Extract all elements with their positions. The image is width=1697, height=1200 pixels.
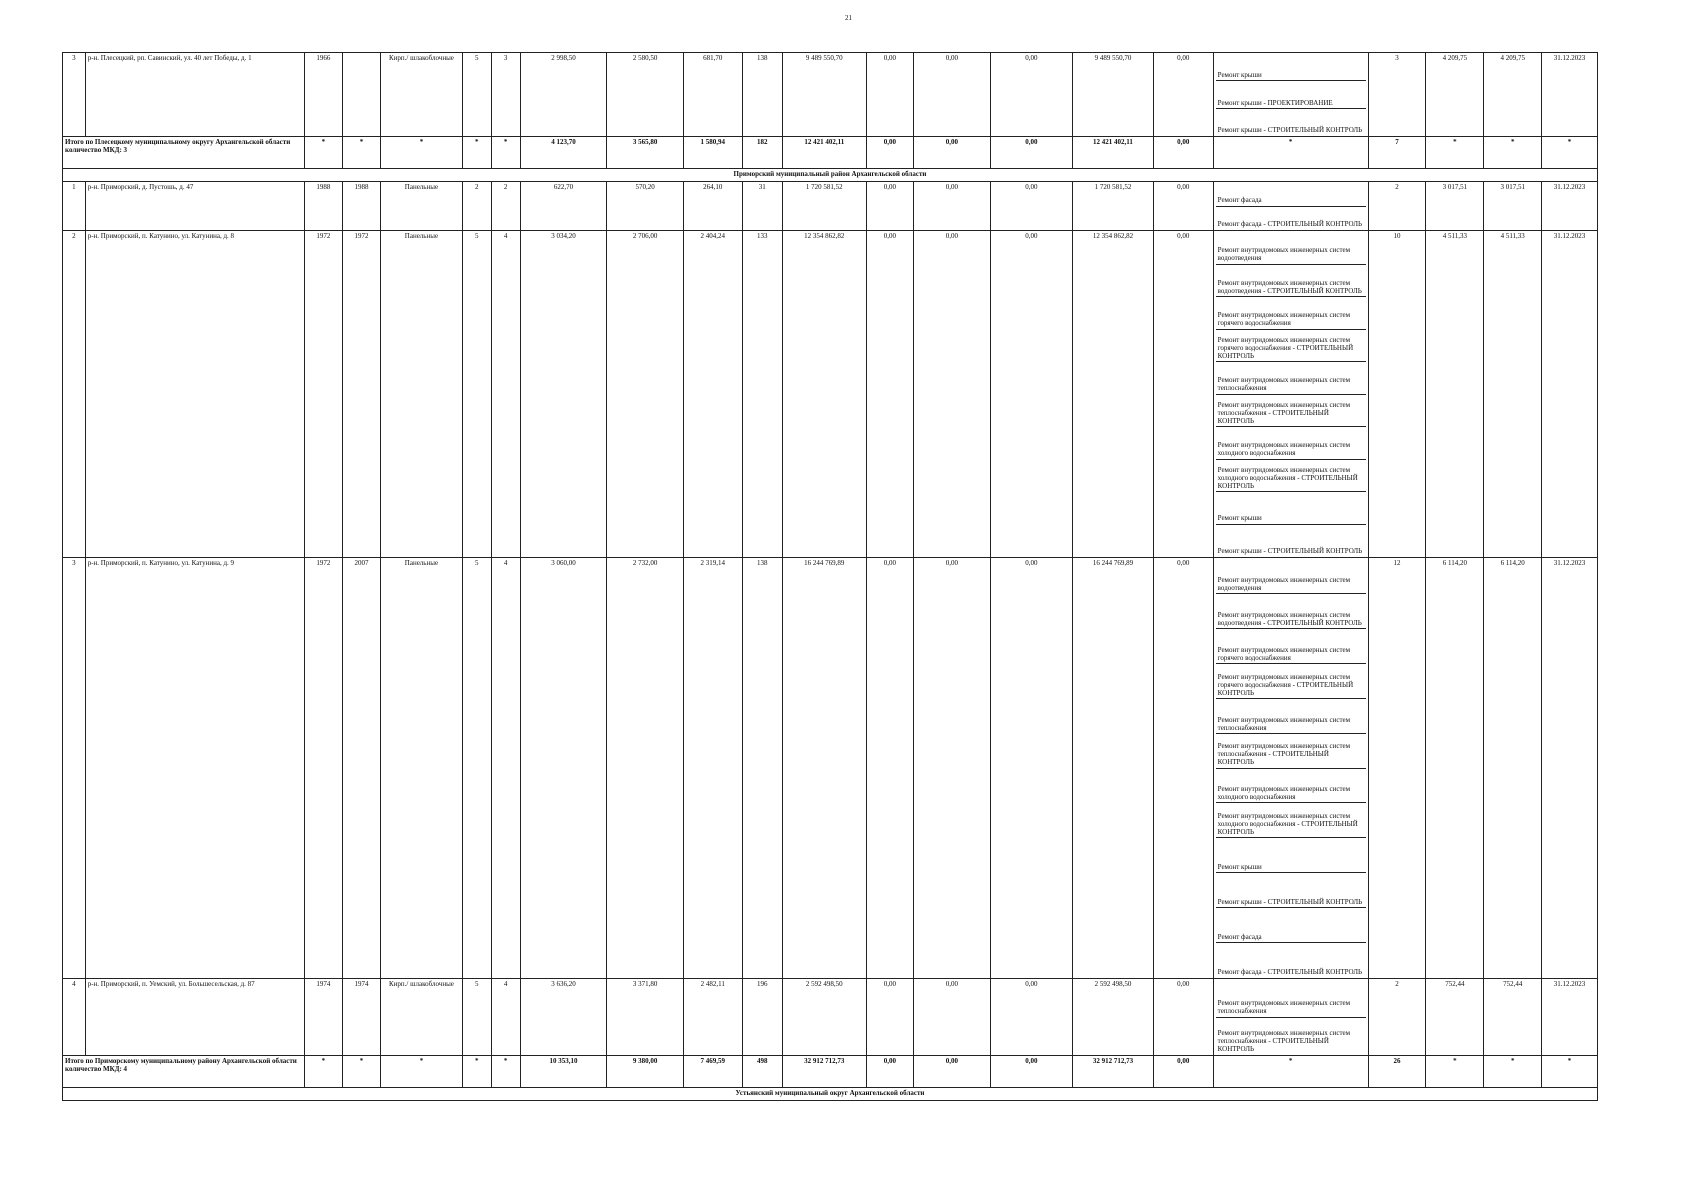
residents-cell: 196 — [742, 979, 782, 1056]
year-overhaul-cell: 1972 — [342, 231, 380, 558]
total-star: * — [381, 137, 463, 169]
fund-owners-cell: 2 592 498,50 — [1073, 979, 1154, 1056]
total-star: * — [1426, 137, 1484, 169]
table-row — [63, 979, 1598, 1056]
total-row-primorsky — [63, 1056, 1598, 1088]
total-star: * — [491, 1056, 520, 1088]
deadline-cell: 31.12.2023 — [1542, 558, 1598, 979]
deadline-cell: 31.12.2023 — [1542, 53, 1598, 137]
address-cell: р-н. Плесецкий, рп. Савинский, ул. 40 лет Победы, д. 1 — [85, 53, 304, 137]
unit-cost-limit-cell: 4 511,33 — [1484, 231, 1542, 558]
work-item: Ремонт крыши — [1216, 838, 1366, 873]
work-item: Ремонт крыши - СТРОИТЕЛЬНЫЙ КОНТРОЛЬ — [1216, 873, 1366, 908]
total-area-premises: 3 565,80 — [607, 137, 683, 169]
works-list — [1216, 183, 1366, 229]
total-cost-total: 12 421 402,11 — [782, 137, 866, 169]
residents-cell: 133 — [742, 231, 782, 558]
area-total-cell: 622,70 — [520, 182, 607, 231]
work-item: Ремонт внутридомовых инженерных систем теплоснабжения - СТРОИТЕЛЬНЫЙ КОНТРОЛЬ — [1216, 734, 1366, 769]
work-item: Ремонт внутридомовых инженерных систем водоотведения - СТРОИТЕЛЬНЫЙ КОНТРОЛЬ — [1216, 594, 1366, 629]
work-item: Ремонт крыши — [1216, 492, 1366, 525]
work-item: Ремонт внутридомовых инженерных систем теплоснабжения — [1216, 980, 1366, 1018]
section-title: Устьянский муниципальный округ Архангельской области — [63, 1088, 1598, 1101]
works-list-cell — [1213, 182, 1368, 231]
floors-cell: 5 — [462, 558, 491, 979]
year-built-cell: 1988 — [304, 182, 342, 231]
address-cell: р-н. Приморский, п. Катунино, ул. Катунина, д. 9 — [85, 558, 304, 979]
unit-cost-cell: 4 511,33 — [1426, 231, 1484, 558]
area-residential-cell: 2 482,11 — [683, 979, 742, 1056]
works-list — [1216, 232, 1366, 556]
fund-regional-cell: 0,00 — [914, 979, 990, 1056]
unit-cost-cell: 6 114,20 — [1426, 558, 1484, 979]
section-header-ustyansky — [63, 1088, 1598, 1101]
fund-federal-cell: 0,00 — [866, 231, 914, 558]
fund-federal-cell: 0,00 — [866, 182, 914, 231]
total-area-total: 10 353,10 — [520, 1056, 607, 1088]
work-item: Ремонт внутридомовых инженерных систем теплоснабжения — [1216, 699, 1366, 734]
work-item: Ремонт внутридомовых инженерных систем теплоснабжения — [1216, 362, 1366, 395]
total-fund-owners: 12 421 402,11 — [1073, 137, 1154, 169]
total-star: * — [462, 1056, 491, 1088]
address-cell: р-н. Приморский, д. Пустошь, д. 47 — [85, 182, 304, 231]
year-built-cell: 1972 — [304, 558, 342, 979]
table-row — [63, 53, 1598, 137]
total-area-residential: 7 469,59 — [683, 1056, 742, 1088]
row-number: 2 — [63, 231, 86, 558]
fund-regional-cell: 0,00 — [914, 53, 990, 137]
cost-total-cell: 1 720 581,52 — [782, 182, 866, 231]
total-fund-local: 0,00 — [990, 1056, 1073, 1088]
cost-total-cell: 2 592 498,50 — [782, 979, 866, 1056]
row-number: 4 — [63, 979, 86, 1056]
cost-total-cell: 12 354 862,82 — [782, 231, 866, 558]
total-fund-other: 0,00 — [1153, 1056, 1213, 1088]
wall-material-cell: Кирп./ шлакоблочные — [381, 53, 463, 137]
row-number: 1 — [63, 182, 86, 231]
total-fund-other: 0,00 — [1153, 137, 1213, 169]
floors-cell: 5 — [462, 53, 491, 137]
year-overhaul-cell: 2007 — [342, 558, 380, 979]
total-star: * — [1484, 1056, 1542, 1088]
work-item: Ремонт внутридомовых инженерных систем водоотведения — [1216, 232, 1366, 265]
total-star: * — [1542, 1056, 1598, 1088]
total-works-count: 26 — [1368, 1056, 1426, 1088]
total-star: * — [304, 137, 342, 169]
total-star: * — [1426, 1056, 1484, 1088]
total-residents: 498 — [742, 1056, 782, 1088]
work-item: Ремонт крыши — [1216, 54, 1366, 81]
work-item: Ремонт внутридомовых инженерных систем холодного водоснабжения — [1216, 427, 1366, 460]
area-residential-cell: 264,10 — [683, 182, 742, 231]
area-premises-cell: 3 371,80 — [607, 979, 683, 1056]
total-fund-regional: 0,00 — [914, 137, 990, 169]
fund-regional-cell: 0,00 — [914, 558, 990, 979]
total-star: * — [381, 1056, 463, 1088]
table-row — [63, 558, 1598, 979]
fund-other-cell: 0,00 — [1153, 979, 1213, 1056]
fund-owners-cell: 9 489 550,70 — [1073, 53, 1154, 137]
cost-total-cell: 9 489 550,70 — [782, 53, 866, 137]
work-item: Ремонт внутридомовых инженерных систем горячего водоснабжения — [1216, 629, 1366, 664]
floors-cell: 5 — [462, 979, 491, 1056]
total-area-total: 4 123,70 — [520, 137, 607, 169]
year-built-cell: 1966 — [304, 53, 342, 137]
deadline-cell: 31.12.2023 — [1542, 182, 1598, 231]
fund-local-cell: 0,00 — [990, 182, 1073, 231]
entrances-cell: 4 — [491, 979, 520, 1056]
works-list-cell — [1213, 979, 1368, 1056]
works-count-cell: 12 — [1368, 558, 1426, 979]
total-area-residential: 1 580,94 — [683, 137, 742, 169]
unit-cost-limit-cell: 4 209,75 — [1484, 53, 1542, 137]
fund-local-cell: 0,00 — [990, 53, 1073, 137]
area-residential-cell: 681,70 — [683, 53, 742, 137]
section-header-primorsky — [63, 169, 1598, 182]
fund-owners-cell: 12 354 862,82 — [1073, 231, 1154, 558]
works-list-cell — [1213, 231, 1368, 558]
fund-local-cell: 0,00 — [990, 558, 1073, 979]
fund-other-cell: 0,00 — [1153, 53, 1213, 137]
table-row — [63, 182, 1598, 231]
floors-cell: 5 — [462, 231, 491, 558]
total-fund-federal: 0,00 — [866, 1056, 914, 1088]
total-works-count: 7 — [1368, 137, 1426, 169]
cost-total-cell: 16 244 769,89 — [782, 558, 866, 979]
total-row-plesetsk — [63, 137, 1598, 169]
total-fund-local: 0,00 — [990, 137, 1073, 169]
row-number: 3 — [63, 53, 86, 137]
total-star: * — [491, 137, 520, 169]
work-item: Ремонт внутридомовых инженерных систем холодного водоснабжения — [1216, 769, 1366, 804]
area-residential-cell: 2 404,24 — [683, 231, 742, 558]
works-list — [1216, 54, 1366, 135]
total-fund-regional: 0,00 — [914, 1056, 990, 1088]
wall-material-cell: Панельные — [381, 231, 463, 558]
fund-other-cell: 0,00 — [1153, 182, 1213, 231]
work-item: Ремонт внутридомовых инженерных систем водоотведения - СТРОИТЕЛЬНЫЙ КОНТРОЛЬ — [1216, 265, 1366, 298]
unit-cost-limit-cell: 3 017,51 — [1484, 182, 1542, 231]
unit-cost-cell: 752,44 — [1426, 979, 1484, 1056]
fund-federal-cell: 0,00 — [866, 979, 914, 1056]
works-count-cell: 2 — [1368, 979, 1426, 1056]
fund-federal-cell: 0,00 — [866, 558, 914, 979]
fund-other-cell: 0,00 — [1153, 231, 1213, 558]
total-star: * — [304, 1056, 342, 1088]
floors-cell: 2 — [462, 182, 491, 231]
total-label: Итого по Приморскому муниципальному району Архангельской области количество МКД: 4 — [63, 1056, 305, 1088]
works-list-cell — [1213, 53, 1368, 137]
area-total-cell: 3 636,20 — [520, 979, 607, 1056]
work-item: Ремонт внутридомовых инженерных систем холодного водоснабжения - СТРОИТЕЛЬНЫЙ КОНТРОЛЬ — [1216, 460, 1366, 493]
entrances-cell: 3 — [491, 53, 520, 137]
entrances-cell: 2 — [491, 182, 520, 231]
area-premises-cell: 2 706,00 — [607, 231, 683, 558]
year-overhaul-cell: 1974 — [342, 979, 380, 1056]
area-total-cell: 2 998,50 — [520, 53, 607, 137]
works-list — [1216, 980, 1366, 1054]
work-item: Ремонт внутридомовых инженерных систем теплоснабжения - СТРОИТЕЛЬНЫЙ КОНТРОЛЬ — [1217, 1028, 1351, 1053]
address-cell: р-н. Приморский, п. Уемский, ул. Большесельская, д. 87 — [85, 979, 304, 1056]
work-item: Ремонт внутридомовых инженерных систем водоотведения — [1216, 559, 1366, 594]
works-count-cell: 10 — [1368, 231, 1426, 558]
total-fund-owners: 32 912 712,73 — [1073, 1056, 1154, 1088]
row-number: 3 — [63, 558, 86, 979]
fund-owners-cell: 16 244 769,89 — [1073, 558, 1154, 979]
fund-local-cell: 0,00 — [990, 231, 1073, 558]
area-premises-cell: 2 732,00 — [607, 558, 683, 979]
residents-cell: 138 — [742, 53, 782, 137]
total-star: * — [1542, 137, 1598, 169]
address-cell: р-н. Приморский, п. Катунино, ул. Катунина, д. 8 — [85, 231, 304, 558]
work-item: Ремонт внутридомовых инженерных систем холодного водоснабжения - СТРОИТЕЛЬНЫЙ КОНТРОЛЬ — [1216, 803, 1366, 838]
capital-repair-register-table — [62, 52, 1598, 1101]
residents-cell: 138 — [742, 558, 782, 979]
work-item: Ремонт крыши - ПРОЕКТИРОВАНИЕ — [1216, 81, 1366, 108]
total-cost-total: 32 912 712,73 — [782, 1056, 866, 1088]
total-star: * — [1213, 137, 1368, 169]
residents-cell: 31 — [742, 182, 782, 231]
area-premises-cell: 570,20 — [607, 182, 683, 231]
total-area-premises: 9 380,00 — [607, 1056, 683, 1088]
work-item: Ремонт крыши - СТРОИТЕЛЬНЫЙ КОНТРОЛЬ — [1217, 546, 1363, 555]
unit-cost-cell: 4 209,75 — [1426, 53, 1484, 137]
work-item: Ремонт внутридомовых инженерных систем теплоснабжения - СТРОИТЕЛЬНЫЙ КОНТРОЛЬ — [1216, 395, 1366, 428]
total-star: * — [462, 137, 491, 169]
fund-regional-cell: 0,00 — [914, 182, 990, 231]
deadline-cell: 31.12.2023 — [1542, 231, 1598, 558]
total-star: * — [1213, 1056, 1368, 1088]
section-title: Приморский муниципальный район Архангельской области — [63, 169, 1598, 182]
work-item: Ремонт фасада — [1216, 908, 1366, 943]
work-item: Ремонт внутридомовых инженерных систем горячего водоснабжения - СТРОИТЕЛЬНЫЙ КОНТРОЛЬ — [1216, 330, 1366, 363]
year-built-cell: 1972 — [304, 231, 342, 558]
fund-other-cell: 0,00 — [1153, 558, 1213, 979]
wall-material-cell: Панельные — [381, 558, 463, 979]
total-star: * — [1484, 137, 1542, 169]
works-list-cell — [1213, 558, 1368, 979]
area-total-cell: 3 034,20 — [520, 231, 607, 558]
table-row — [63, 231, 1598, 558]
works-count-cell: 3 — [1368, 53, 1426, 137]
unit-cost-limit-cell: 6 114,20 — [1484, 558, 1542, 979]
work-item: Ремонт фасада - СТРОИТЕЛЬНЫЙ КОНТРОЛЬ — [1217, 219, 1363, 228]
unit-cost-cell: 3 017,51 — [1426, 182, 1484, 231]
deadline-cell: 31.12.2023 — [1542, 979, 1598, 1056]
area-total-cell: 3 060,00 — [520, 558, 607, 979]
entrances-cell: 4 — [491, 231, 520, 558]
total-residents: 182 — [742, 137, 782, 169]
work-item: Ремонт внутридомовых инженерных систем горячего водоснабжения - СТРОИТЕЛЬНЫЙ КОНТРОЛЬ — [1216, 664, 1366, 699]
fund-regional-cell: 0,00 — [914, 231, 990, 558]
total-fund-federal: 0,00 — [866, 137, 914, 169]
fund-local-cell: 0,00 — [990, 979, 1073, 1056]
total-label: Итого по Плесецкому муниципальному округу Архангельской области количество МКД: 3 — [63, 137, 305, 169]
total-star: * — [342, 1056, 380, 1088]
fund-owners-cell: 1 720 581,52 — [1073, 182, 1154, 231]
work-item: Ремонт крыши - СТРОИТЕЛЬНЫЙ КОНТРОЛЬ — [1217, 125, 1363, 134]
year-overhaul-cell — [342, 53, 380, 137]
work-item: Ремонт фасада — [1216, 183, 1366, 207]
year-overhaul-cell: 1988 — [342, 182, 380, 231]
wall-material-cell: Панельные — [381, 182, 463, 231]
area-premises-cell: 2 580,50 — [607, 53, 683, 137]
entrances-cell: 4 — [491, 558, 520, 979]
works-list — [1216, 559, 1366, 977]
unit-cost-limit-cell: 752,44 — [1484, 979, 1542, 1056]
year-built-cell: 1974 — [304, 979, 342, 1056]
work-item: Ремонт внутридомовых инженерных систем горячего водоснабжения — [1216, 297, 1366, 330]
wall-material-cell: Кирп./ шлакоблочные — [381, 979, 463, 1056]
work-item: Ремонт фасада - СТРОИТЕЛЬНЫЙ КОНТРОЛЬ — [1217, 968, 1363, 977]
area-residential-cell: 2 319,14 — [683, 558, 742, 979]
fund-federal-cell: 0,00 — [866, 53, 914, 137]
total-star: * — [342, 137, 380, 169]
page-number: 21 — [845, 14, 852, 22]
works-count-cell: 2 — [1368, 182, 1426, 231]
